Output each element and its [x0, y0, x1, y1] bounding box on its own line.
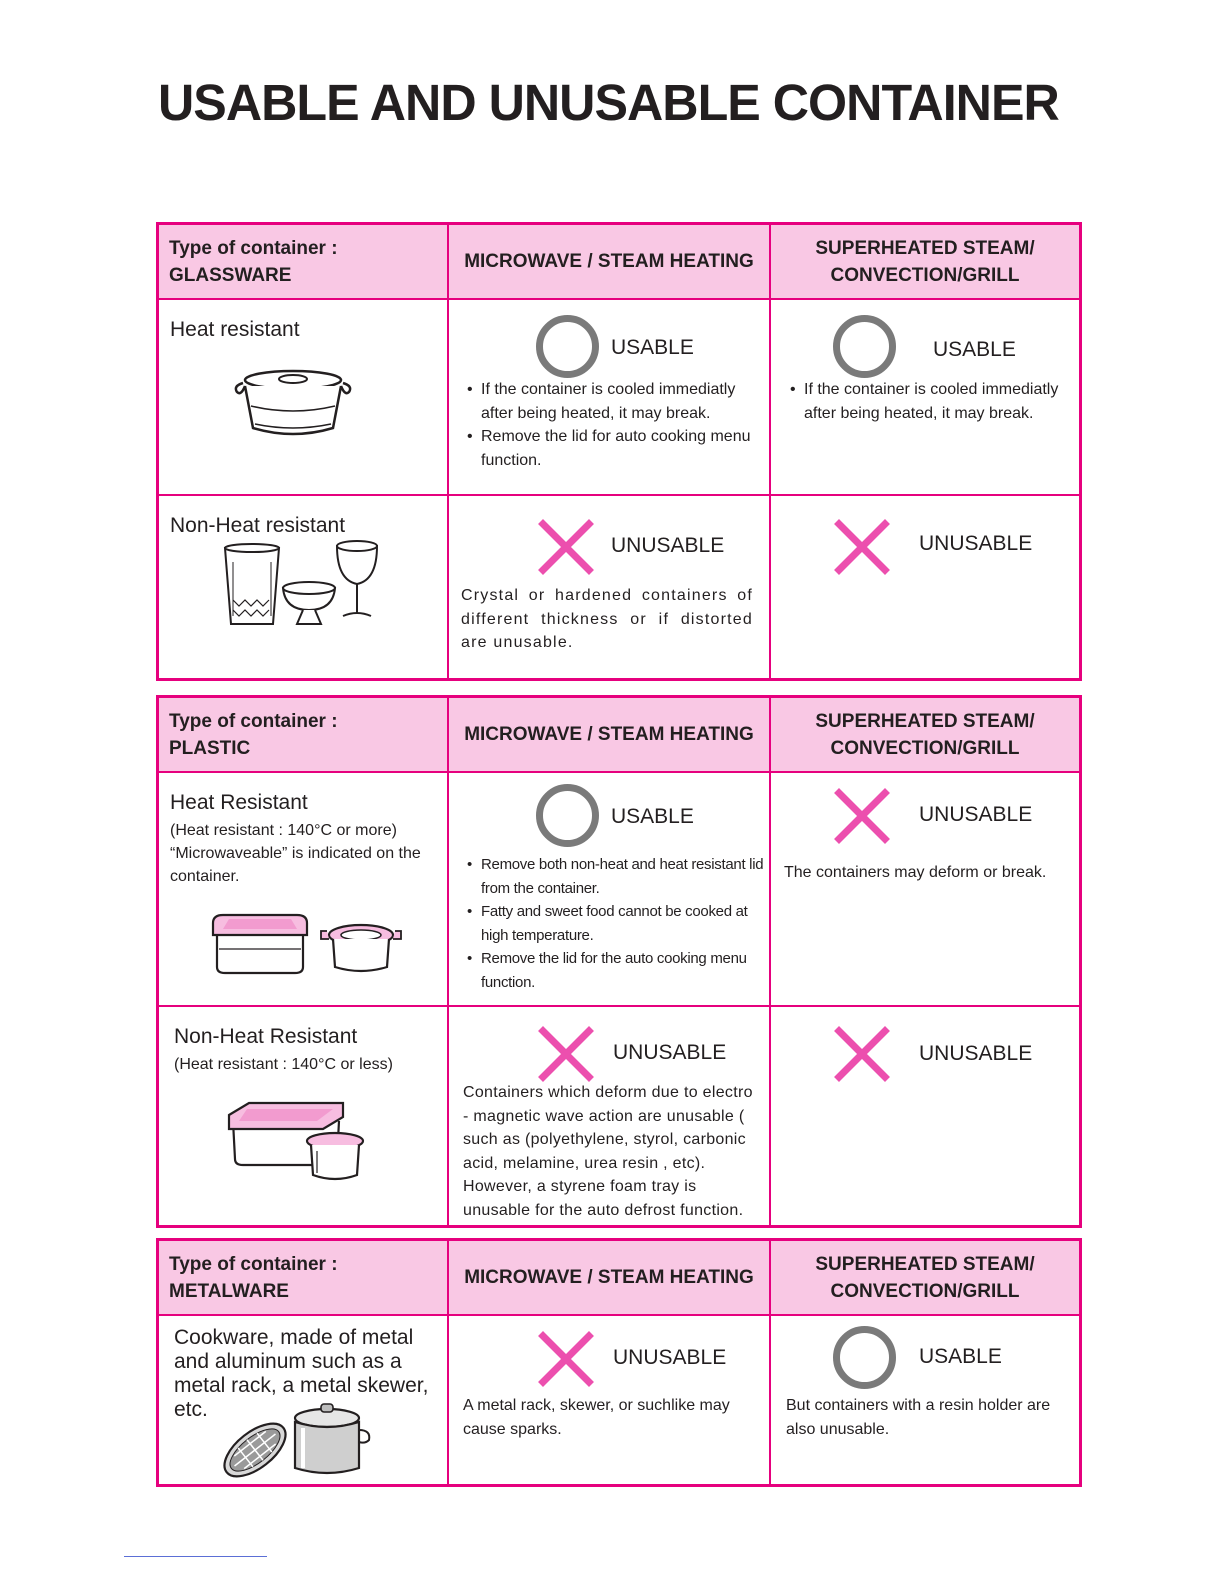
header-type-prefix: Type of container :	[169, 710, 338, 732]
table-row	[159, 300, 1079, 496]
table-row	[159, 1007, 1079, 1225]
status-label: USABLE	[919, 1345, 1002, 1368]
header-superheated-line1: SUPERHEATED STEAM/	[815, 710, 1035, 732]
header-superheated-line2: CONVECTION/GRILL	[830, 737, 1020, 759]
status-label: UNUSABLE	[919, 532, 1033, 555]
table-header	[159, 1241, 1079, 1316]
usage-note: But containers with a resin holder are also unusable.	[786, 1397, 1051, 1438]
header-superheated-line1: SUPERHEATED STEAM/	[815, 1253, 1035, 1275]
usage-notes	[467, 378, 767, 472]
superheated-cell	[771, 1316, 1079, 1484]
usage-notes	[467, 853, 767, 994]
footer-link-underline	[124, 1556, 267, 1557]
header-type-prefix: Type of container :	[169, 1253, 338, 1275]
usage-notes	[790, 378, 1082, 425]
note-item: • Remove both non-heat and heat resistant lid from the container.	[467, 853, 767, 900]
microwave-cell	[449, 1316, 771, 1484]
container-cell	[159, 773, 449, 1005]
container-label: Cookware, made of metal and aluminum such as a metal rack, a metal skewer, etc.	[174, 1326, 429, 1421]
plastic-tray-illustration	[225, 1099, 375, 1183]
cross-icon	[537, 1025, 595, 1083]
header-type-prefix: Type of container :	[169, 237, 338, 259]
note-item: • Remove the lid for auto cooking menu function.	[467, 425, 767, 472]
table-row	[159, 1316, 1079, 1484]
status-label: UNUSABLE	[613, 1346, 727, 1369]
header-microwave-column: MICROWAVE / STEAM HEATING	[449, 1241, 771, 1314]
header-microwave-column: MICROWAVE / STEAM HEATING	[449, 698, 771, 771]
plastic-table	[156, 695, 1082, 1228]
table-header	[159, 225, 1079, 300]
superheated-cell	[771, 1007, 1079, 1225]
superheated-cell	[771, 773, 1079, 1005]
container-label: Heat Resistant	[170, 791, 308, 814]
header-type-cell	[159, 1241, 449, 1314]
metalware-table	[156, 1238, 1082, 1487]
note-item: • If the container is cooled immediatly after being heated, it may break.	[467, 378, 767, 425]
microwave-cell	[449, 773, 771, 1005]
header-type-name: METALWARE	[169, 1280, 289, 1302]
usage-note: A metal rack, skewer, or suchlike may cause sparks.	[463, 1397, 730, 1438]
status-label: UNUSABLE	[919, 803, 1033, 826]
header-microwave-column: MICROWAVE / STEAM HEATING	[449, 225, 771, 298]
header-superheated-line1: SUPERHEATED STEAM/	[815, 237, 1035, 259]
circle-icon	[833, 1326, 896, 1389]
status-label: UNUSABLE	[919, 1042, 1033, 1065]
status-label: UNUSABLE	[613, 1041, 727, 1064]
header-type-name: GLASSWARE	[169, 264, 292, 286]
status-label: USABLE	[611, 336, 694, 359]
status-label: USABLE	[611, 805, 694, 828]
container-cell	[159, 1316, 449, 1484]
status-label: USABLE	[933, 338, 1016, 361]
heat-rating: (Heat resistant : 140°C or less)	[174, 1056, 393, 1073]
header-type-name: PLASTIC	[169, 737, 251, 759]
header-superheated-column	[771, 1241, 1079, 1314]
header-superheated-column	[771, 225, 1079, 298]
microwave-cell	[449, 1007, 771, 1225]
usage-note: Containers which deform due to electro - magnetic wave action are unusable ( such as (polyethylene, styrol, carbonic acid, melamine, urea resin , etc). However, a styrene foam tray is unusable for the auto defrost function.	[463, 1084, 753, 1219]
cross-icon	[833, 787, 891, 845]
header-type-cell	[159, 698, 449, 771]
table-row	[159, 773, 1079, 1007]
microwave-cell	[449, 496, 771, 678]
container-cell	[159, 1007, 449, 1225]
header-superheated-line2: CONVECTION/GRILL	[830, 264, 1020, 286]
container-cell	[159, 496, 449, 678]
cross-icon	[537, 1330, 595, 1388]
container-label: Heat resistant	[170, 318, 300, 341]
circle-icon	[536, 315, 599, 378]
page-title: USABLE AND UNUSABLE CONTAINER	[158, 74, 1059, 131]
circle-icon	[833, 315, 896, 378]
header-type-cell	[159, 225, 449, 298]
glass-casserole-illustration	[231, 366, 355, 442]
glassware-table	[156, 222, 1082, 681]
header-superheated-line2: CONVECTION/GRILL	[830, 1280, 1020, 1302]
usage-note: The containers may deform or break.	[784, 864, 1047, 881]
circle-icon	[536, 784, 599, 847]
superheated-cell	[771, 300, 1079, 494]
superheated-cell	[771, 496, 1079, 678]
container-label: Non-Heat resistant	[170, 514, 346, 537]
header-superheated-column	[771, 698, 1079, 771]
cross-icon	[537, 518, 595, 576]
container-cell	[159, 300, 449, 494]
heat-rating: (Heat resistant : 140°C or more)	[170, 822, 397, 839]
microwave-cell	[449, 300, 771, 494]
glassware-illustration	[223, 540, 383, 630]
cross-icon	[833, 1025, 891, 1083]
metal-cookware-illustration	[215, 1398, 375, 1478]
table-row	[159, 496, 1079, 678]
container-label: Non-Heat Resistant	[174, 1025, 358, 1048]
usage-note: Crystal or hardened containers of different thickness or if distorted are unusable.	[461, 587, 753, 651]
plastic-container-illustration	[211, 909, 411, 981]
note-item: • If the container is cooled immediatly after being heated, it may break.	[790, 378, 1082, 425]
microwaveable-note: “Microwaveable” is indicated on the container.	[170, 845, 421, 885]
note-item: • Fatty and sweet food cannot be cooked at high temperature.	[467, 900, 767, 947]
status-label: UNUSABLE	[611, 534, 725, 557]
table-header	[159, 698, 1079, 773]
note-item: • Remove the lid for the auto cooking menu function.	[467, 947, 767, 994]
cross-icon	[833, 518, 891, 576]
